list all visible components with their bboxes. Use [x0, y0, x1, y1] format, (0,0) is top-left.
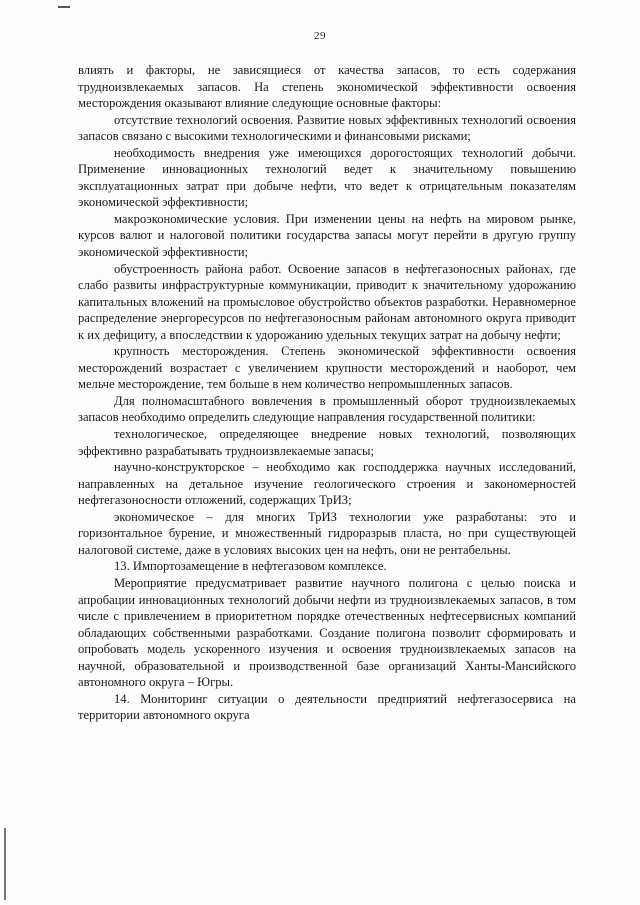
scan-artifact-top: [58, 6, 70, 8]
paragraph-7: Для полномасштабного вовлечения в промышленный оборот трудноизвлекаемых запасов необходимо определить следующие направления государственной политики:: [78, 393, 576, 425]
paragraph-10: экономическое – для многих ТрИЗ технологии уже разработаны: это и горизонтальное бурение, и множественный гидроразрыв пласта, но при существующей налоговой системе, даже в условиях высоких цен на нефть, они не рентабельны.: [78, 509, 576, 557]
scan-artifact-left: [4, 828, 6, 900]
paragraph-4: макроэкономические условия. При изменении цены на нефть на мировом рынке, курсов валют и налоговой политики государства запасы могут перейти в другую группу экономической эффективности;: [78, 211, 576, 260]
paragraph-2: отсутствие технологий освоения. Развитие новых эффективных технологий освоения запасов связано с высокими технологическими и финансовыми рисками;: [78, 112, 576, 144]
paragraph-1: влиять и факторы, не зависящиеся от качества запасов, то есть содержания трудноизвлекаемых запасов. На степень экономической эффективности освоения месторождения оказывают влияние следующие основные факторы:: [78, 63, 576, 111]
paragraph-12: Мероприятие предусматривает развитие научного полигона с целью поиска и апробации инновационных технологий добычи нефти из трудноизвлекаемых запасов, в том числе с привлечением в приоритетном порядке отечественных нефтесервисных компаний обладающих собственными разработками. Создание полигона позволит сформировать и опробовать модель ускоренного изучения и освоения трудноизвлекаемых запасов на научной, образовательной и производственной базе организаций Ханты-Мансийского автономного округа – Югры.: [78, 575, 576, 690]
section-heading-13: 13. Импортозамещение в нефтегазовом комплексе.: [114, 559, 387, 574]
paragraph-6: крупность месторождения. Степень экономической эффективности освоения месторождений возрастает с увеличением крупности месторождений и наоборот, чем мельче месторождение, тем больше в нем количество непромышленных запасов.: [78, 344, 576, 392]
paragraph-9: научно-конструкторское – необходимо как господдержка научных исследований, направленных на детальное изучение геологического строения и закономерностей нефтегазоносности отложений, содержащих ТрИЗ;: [78, 460, 576, 508]
document-body: [78, 62, 576, 724]
page-number: 29: [314, 30, 326, 42]
paragraph-5: обустроенность района работ. Освоение запасов в нефтегазоносных районах, где слабо развиты инфраструктурные коммуникации, приводит к значительному удорожанию капитальных вложений на промысловое обустройство объектов разработки. Неравномерное распределение энергоресурсов по нефтегазоносным районам автономного округа приводит к их дефициту, а впоследствии к удорожанию удельных текущих затрат на добычу нефти;: [78, 261, 576, 342]
section-heading-14: 14. Мониторинг ситуации о деятельности предприятий нефтегазосервиса на территории автономного округа: [78, 691, 576, 723]
paragraph-3: необходимость внедрения уже имеющихся дорогостоящих технологий добычи. Применение инновационных технологий ведет к значительному повышению эксплуатационных затрат при добыче нефти, что ведет к отрицательным показателям экономической эффективности;: [78, 145, 576, 210]
paragraph-8: технологическое, определяющее внедрение новых технологий, позволяющих эффективно разрабатывать трудноизвлекаемые запасы;: [78, 427, 576, 458]
